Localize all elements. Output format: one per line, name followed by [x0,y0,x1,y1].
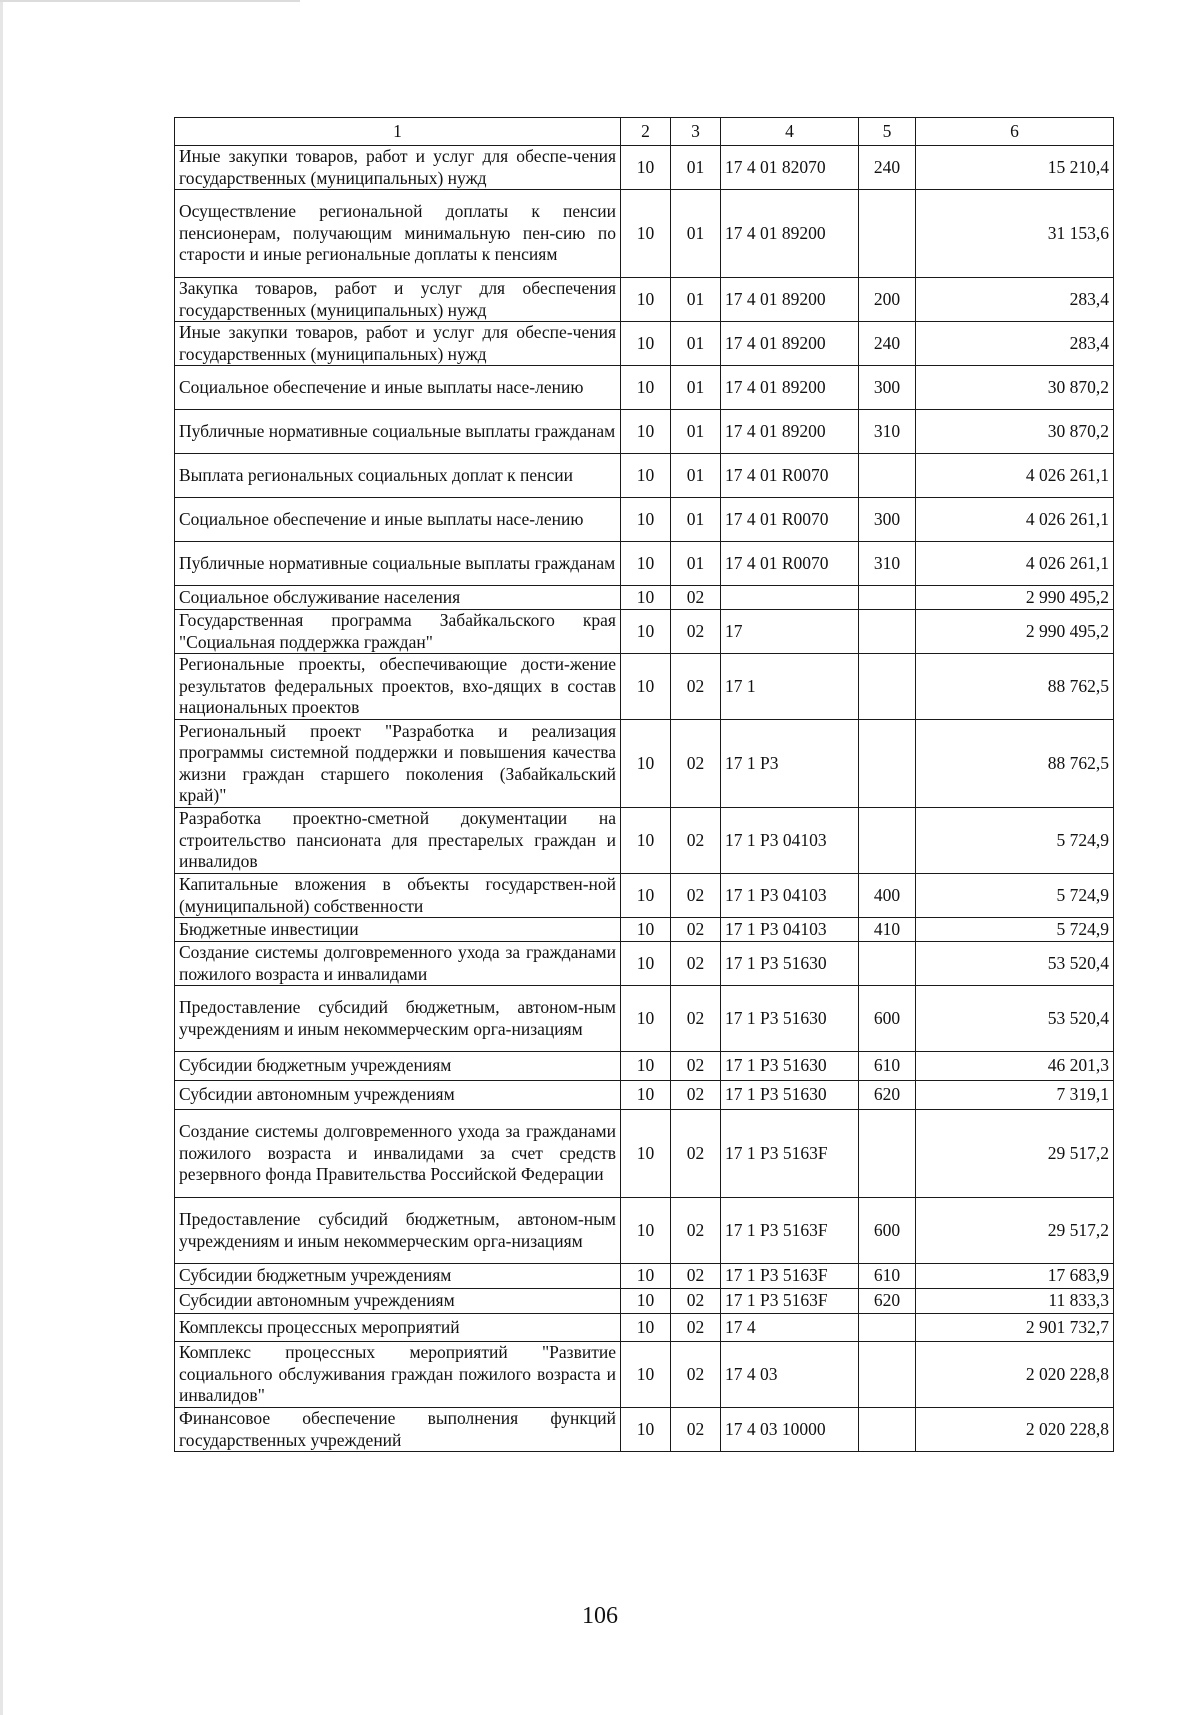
cell-section: 10 [621,146,671,190]
cell-target-article: 17 4 03 10000 [721,1408,859,1452]
table-row [175,322,1114,366]
cell-target-article: 17 4 01 R0070 [721,542,859,586]
table-row [175,1052,1114,1081]
cell-expense-type: 310 [859,542,916,586]
cell-section: 10 [621,586,671,610]
cell-amount: 4 026 261,1 [916,454,1114,498]
cell-amount: 17 683,9 [916,1264,1114,1289]
cell-expense-type: 240 [859,146,916,190]
cell-section: 10 [621,410,671,454]
cell-expense-type: 410 [859,918,916,942]
cell-expense-type: 300 [859,498,916,542]
cell-name: Социальное обеспечение и иные выплаты насе-лению [175,366,621,410]
cell-subsection: 02 [671,1110,721,1198]
cell-subsection: 01 [671,146,721,190]
table-row [175,278,1114,322]
cell-subsection: 02 [671,1198,721,1264]
cell-subsection: 02 [671,918,721,942]
cell-name: Субсидии бюджетным учреждениям [175,1264,621,1289]
cell-target-article: 17 4 01 82070 [721,146,859,190]
cell-expense-type: 620 [859,1289,916,1314]
cell-section: 10 [621,610,671,654]
header-row [175,118,1114,146]
cell-section: 10 [621,942,671,986]
cell-amount: 2 990 495,2 [916,586,1114,610]
table-row [175,874,1114,918]
scan-edge-left [0,0,3,1715]
cell-name: Осуществление региональной доплаты к пенсии пенсионерам, получающим минимальную пен-сию по старости и иные региональные доплаты к пенсиям [175,190,621,278]
cell-amount: 30 870,2 [916,366,1114,410]
cell-section: 10 [621,322,671,366]
cell-name: Публичные нормативные социальные выплаты гражданам [175,542,621,586]
cell-section: 10 [621,808,671,874]
cell-name: Закупка товаров, работ и услуг для обеспечения государственных (муниципальных) нужд [175,278,621,322]
table-row [175,366,1114,410]
cell-name: Предоставление субсидий бюджетным, автоном-ным учреждениям и иным некоммерческим орга-низациям [175,986,621,1052]
cell-expense-type: 620 [859,1081,916,1110]
table-row [175,986,1114,1052]
cell-subsection: 02 [671,808,721,874]
cell-amount: 46 201,3 [916,1052,1114,1081]
cell-target-article: 17 1 [721,654,859,720]
cell-name: Иные закупки товаров, работ и услуг для обеспе-чения государственных (муниципальных) нужд [175,322,621,366]
cell-target-article [721,586,859,610]
cell-target-article: 17 4 01 89200 [721,366,859,410]
cell-target-article: 17 1 P3 51630 [721,986,859,1052]
cell-amount: 2 020 228,8 [916,1342,1114,1408]
cell-subsection: 02 [671,1342,721,1408]
cell-expense-type [859,654,916,720]
cell-name: Комплекс процессных мероприятий "Развитие социального обслуживания граждан пожилого возраста и инвалидов" [175,1342,621,1408]
cell-target-article: 17 1 P3 51630 [721,942,859,986]
cell-name: Субсидии автономным учреждениям [175,1289,621,1314]
table-row [175,942,1114,986]
cell-target-article: 17 4 01 89200 [721,190,859,278]
cell-target-article: 17 1 P3 5163F [721,1264,859,1289]
cell-expense-type [859,1110,916,1198]
cell-amount: 7 319,1 [916,1081,1114,1110]
cell-expense-type [859,1408,916,1452]
cell-target-article: 17 1 P3 5163F [721,1289,859,1314]
cell-amount: 29 517,2 [916,1198,1114,1264]
cell-subsection: 02 [671,610,721,654]
cell-section: 10 [621,1408,671,1452]
header-col-6: 6 [916,118,1114,146]
cell-name: Бюджетные инвестиции [175,918,621,942]
cell-name: Создание системы долговременного ухода за гражданами пожилого возраста и инвалидами за счет средств резервного фонда Правительства Российской Федерации [175,1110,621,1198]
cell-name: Субсидии бюджетным учреждениям [175,1052,621,1081]
cell-expense-type [859,1342,916,1408]
cell-section: 10 [621,542,671,586]
cell-subsection: 01 [671,278,721,322]
cell-expense-type: 300 [859,366,916,410]
cell-name: Финансовое обеспечение выполнения функций государственных учреждений [175,1408,621,1452]
table-row [175,1198,1114,1264]
table-row [175,1264,1114,1289]
cell-target-article: 17 1 P3 04103 [721,808,859,874]
table-row [175,720,1114,808]
cell-amount: 15 210,4 [916,146,1114,190]
table-header [175,118,1114,146]
cell-target-article: 17 4 01 89200 [721,322,859,366]
cell-target-article: 17 1 P3 04103 [721,918,859,942]
cell-target-article: 17 4 01 R0070 [721,498,859,542]
cell-subsection: 01 [671,498,721,542]
cell-amount: 31 153,6 [916,190,1114,278]
cell-name: Региональные проекты, обеспечивающие дости-жение результатов федеральных проектов, вхо-дящих в состав национальных проектов [175,654,621,720]
cell-target-article: 17 1 P3 5163F [721,1198,859,1264]
cell-amount: 283,4 [916,322,1114,366]
cell-section: 10 [621,498,671,542]
header-col-4: 4 [721,118,859,146]
cell-section: 10 [621,874,671,918]
table-row [175,1289,1114,1314]
cell-amount: 88 762,5 [916,720,1114,808]
cell-target-article: 17 [721,610,859,654]
cell-section: 10 [621,1289,671,1314]
cell-subsection: 02 [671,1408,721,1452]
cell-expense-type [859,454,916,498]
cell-amount: 2 901 732,7 [916,1314,1114,1342]
cell-target-article: 17 4 01 R0070 [721,454,859,498]
header-col-2: 2 [621,118,671,146]
cell-target-article: 17 1 P3 04103 [721,874,859,918]
cell-expense-type [859,1314,916,1342]
cell-amount: 4 026 261,1 [916,542,1114,586]
cell-amount: 29 517,2 [916,1110,1114,1198]
cell-subsection: 01 [671,322,721,366]
table-body [175,146,1114,1452]
cell-expense-type: 600 [859,1198,916,1264]
cell-name: Государственная программа Забайкальского края "Социальная поддержка граждан" [175,610,621,654]
cell-name: Комплексы процессных мероприятий [175,1314,621,1342]
cell-target-article: 17 4 01 89200 [721,410,859,454]
cell-expense-type [859,720,916,808]
cell-expense-type: 610 [859,1052,916,1081]
cell-expense-type: 600 [859,986,916,1052]
budget-table [174,117,1114,1452]
cell-amount: 30 870,2 [916,410,1114,454]
cell-name: Выплата региональных социальных доплат к пенсии [175,454,621,498]
cell-section: 10 [621,1342,671,1408]
cell-subsection: 02 [671,654,721,720]
cell-section: 10 [621,654,671,720]
table-row [175,918,1114,942]
page-number: 106 [582,1603,618,1629]
cell-expense-type: 310 [859,410,916,454]
cell-section: 10 [621,454,671,498]
cell-section: 10 [621,1081,671,1110]
cell-target-article: 17 1 P3 51630 [721,1081,859,1110]
cell-amount: 2 020 228,8 [916,1408,1114,1452]
cell-section: 10 [621,278,671,322]
cell-subsection: 02 [671,720,721,808]
cell-section: 10 [621,1052,671,1081]
cell-name: Разработка проектно-сметной документации на строительство пансионата для престарелых граждан и инвалидов [175,808,621,874]
cell-target-article: 17 1 P3 [721,720,859,808]
cell-subsection: 02 [671,1314,721,1342]
cell-subsection: 02 [671,1264,721,1289]
cell-expense-type [859,190,916,278]
cell-subsection: 02 [671,1052,721,1081]
cell-subsection: 01 [671,366,721,410]
table-row [175,410,1114,454]
header-col-5: 5 [859,118,916,146]
cell-subsection: 02 [671,942,721,986]
table-row [175,1081,1114,1110]
cell-target-article: 17 4 01 89200 [721,278,859,322]
cell-amount: 5 724,9 [916,874,1114,918]
table-row [175,1314,1114,1342]
cell-expense-type [859,808,916,874]
cell-name: Региональный проект "Разработка и реализация программы системной поддержки и повышения качества жизни граждан старшего поколения (Забайкальский край)" [175,720,621,808]
cell-amount: 2 990 495,2 [916,610,1114,654]
cell-name: Социальное обеспечение и иные выплаты насе-лению [175,498,621,542]
table-row [175,190,1114,278]
cell-expense-type: 240 [859,322,916,366]
cell-section: 10 [621,1264,671,1289]
cell-name: Социальное обслуживание населения [175,586,621,610]
cell-amount: 88 762,5 [916,654,1114,720]
cell-target-article: 17 1 P3 51630 [721,1052,859,1081]
cell-expense-type [859,586,916,610]
cell-subsection: 02 [671,874,721,918]
table-row [175,1110,1114,1198]
cell-name: Субсидии автономным учреждениям [175,1081,621,1110]
cell-expense-type: 200 [859,278,916,322]
cell-target-article: 17 4 [721,1314,859,1342]
cell-amount: 5 724,9 [916,918,1114,942]
cell-amount: 53 520,4 [916,986,1114,1052]
header-col-3: 3 [671,118,721,146]
cell-section: 10 [621,986,671,1052]
cell-name: Предоставление субсидий бюджетным, автоном-ным учреждениям и иным некоммерческим орга-низациям [175,1198,621,1264]
cell-section: 10 [621,918,671,942]
cell-subsection: 02 [671,986,721,1052]
cell-amount: 283,4 [916,278,1114,322]
scan-edge-top [0,0,300,2]
cell-section: 10 [621,366,671,410]
header-col-1: 1 [175,118,621,146]
cell-subsection: 01 [671,410,721,454]
cell-subsection: 01 [671,454,721,498]
cell-target-article: 17 1 P3 5163F [721,1110,859,1198]
table-row [175,610,1114,654]
cell-amount: 53 520,4 [916,942,1114,986]
cell-target-article: 17 4 03 [721,1342,859,1408]
table-row [175,454,1114,498]
table-row [175,498,1114,542]
cell-section: 10 [621,190,671,278]
cell-amount: 4 026 261,1 [916,498,1114,542]
table-row [175,146,1114,190]
cell-section: 10 [621,1314,671,1342]
cell-name: Иные закупки товаров, работ и услуг для обеспе-чения государственных (муниципальных) нужд [175,146,621,190]
cell-name: Капитальные вложения в объекты государствен-ной (муниципальной) собственности [175,874,621,918]
cell-section: 10 [621,720,671,808]
cell-name: Публичные нормативные социальные выплаты гражданам [175,410,621,454]
cell-subsection: 01 [671,190,721,278]
table-row [175,542,1114,586]
cell-expense-type: 610 [859,1264,916,1289]
cell-subsection: 01 [671,542,721,586]
cell-name: Создание системы долговременного ухода за гражданами пожилого возраста и инвалидами [175,942,621,986]
cell-expense-type [859,610,916,654]
cell-amount: 5 724,9 [916,808,1114,874]
cell-expense-type [859,942,916,986]
table-row [175,808,1114,874]
cell-subsection: 02 [671,1081,721,1110]
table-row [175,654,1114,720]
cell-amount: 11 833,3 [916,1289,1114,1314]
table-row [175,1342,1114,1408]
table-row [175,1408,1114,1452]
cell-subsection: 02 [671,586,721,610]
cell-expense-type: 400 [859,874,916,918]
cell-section: 10 [621,1110,671,1198]
cell-section: 10 [621,1198,671,1264]
table-row [175,586,1114,610]
cell-subsection: 02 [671,1289,721,1314]
